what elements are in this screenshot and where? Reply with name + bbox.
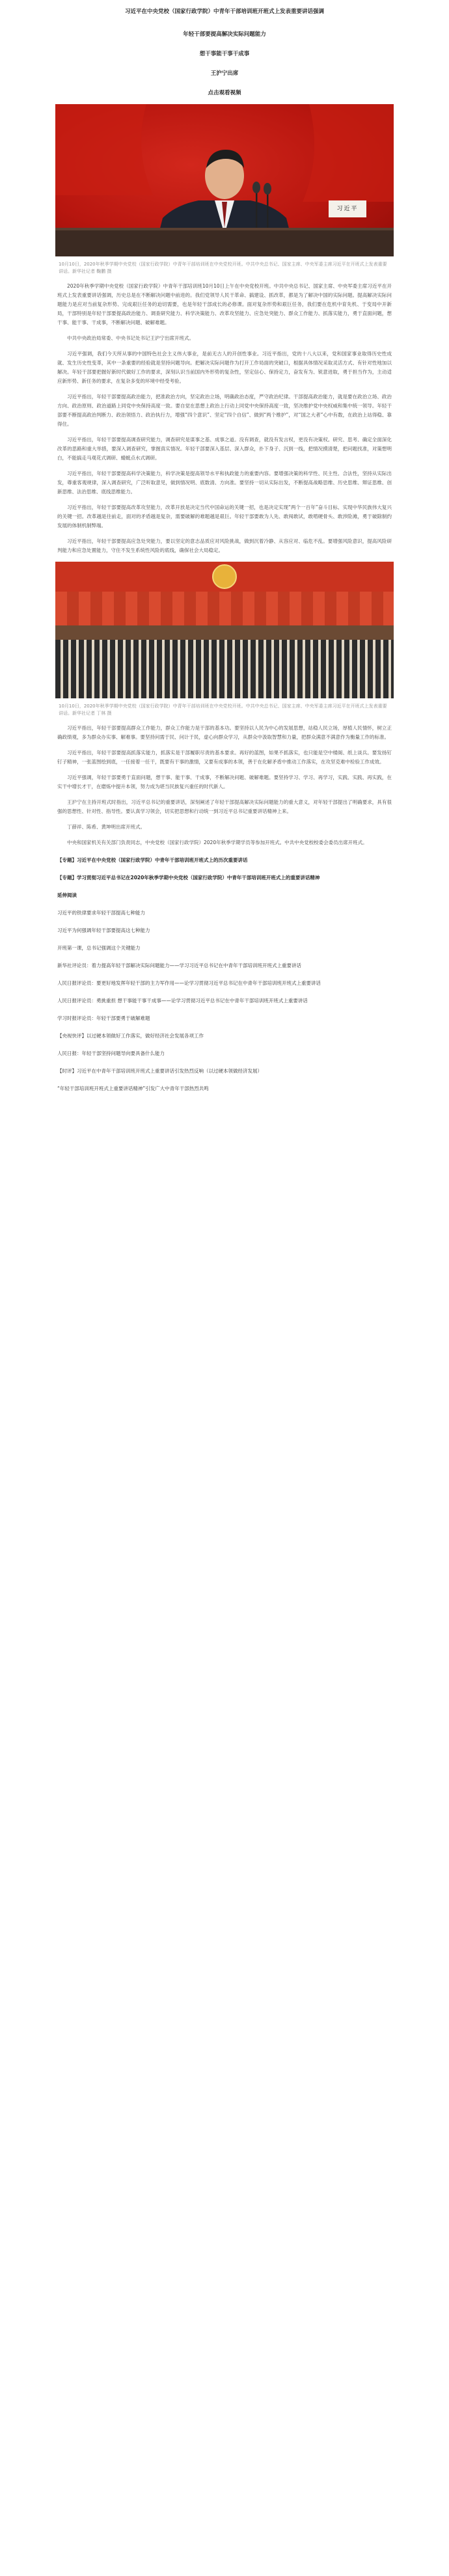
body-paragraph: 习近平强调，我们今天所从事的中国特色社会主义伟大事业，是前无古人的开创性事业。习近平指出，党的十八大以来，党和国家事业取得历史性成就、发生历史性变革，其中一条重要的经验就是坚持问题导向。把解决实际问题作为打开工作局面的突破口，根据具体情况采取灵活方式、有针对性地加以解决。年轻干部要把握好新时代做好工作的要求，深刻认识当前国内外形势的复杂性，坚定信心、保持定力，奋发有为、锐意进取，勇于担当作为，主动适应新形势、新任务的要求，在复杂多变的环境中经受考验。	[57, 351, 392, 384]
special-topic-link[interactable]: 【专题】学习贯彻习近平总书记在2020年秋季学期中央党校（国家行政学院）中青年干部培训班开班式上的重要讲话精神	[57, 875, 320, 881]
special-topic-link[interactable]: 【专题】习近平在中央党校（国家行政学院）中青年干部培训班开班式上的历次重要讲话	[57, 857, 248, 863]
article-body-a	[51, 282, 398, 555]
speaker-photo	[55, 104, 394, 256]
body-paragraph: 2020年秋季学期中央党校（国家行政学院）中青年干部培训班10月10日上午在中央党校开班。中共中央总书记、国家主席、中央军委主席习近平在开班式上发表重要讲话强调，历史总是在不断解决问题中前进的。我们党领导人民干革命、搞建设、抓改革，都是为了解决中国的实际问题。提高解决实际问题能力是应对当前复杂形势、完成艰巨任务的迫切需要，也是年轻干部成长的必修课。面对复杂形势和艰巨任务，我们要在危机中育先机、于变局中开新局，干部特别是年轻干部要提高政治能力、调查研究能力、科学决策能力、改革攻坚能力、应急处突能力、群众工作能力、抓落实能力，勇于直面问题，想干事、能干事、干成事，不断解决问题、破解难题。	[57, 283, 392, 325]
red-flags-row	[55, 592, 394, 625]
body-paragraph: 习近平指出，年轻干部要提高抓落实能力，抓落实是干部履职尽责的基本要求。再好的蓝图，如果不抓落实，也只能是空中楼阁、纸上谈兵。要发扬钉钉子精神，一张蓝图绘到底，一任接着一任干，既要有干事的激情，又要有成事的本领，善于在化解矛盾中推动工作落实，在攻坚克难中检验工作成效。	[57, 750, 392, 765]
photo-caption: 10月10日，2020年秋季学期中央党校（国家行政学院）中青年干部培训班在中央党校开班。中共中央总书记、国家主席、中央军委主席习近平在开班式上发表重要讲话。新华社记者 丁林 摄	[59, 704, 387, 716]
hall-photo	[55, 562, 394, 698]
audience-rows	[55, 640, 394, 698]
body-paragraph: 习近平指出，年轻干部要提高调查研究能力，调查研究是谋事之基、成事之道。没有调查，就没有发言权，更没有决策权。研究、思考、确定全面深化改革的思路和重大举措，要深入调查研究，掌握真实情况。年轻干部要深入基层、深入群众，扑下身子、沉到一线，把情况摸清楚，把问题找准，对策想明白，不能搞走马观花式调研、蜻蜓点水式调研。	[57, 437, 392, 461]
related-article-link[interactable]: “年轻干部培训班开班式上重要讲话精神”引发广大中青年干部热烈共鸣	[57, 1086, 209, 1091]
related-article-link[interactable]: 新华社评论员：着力提高年轻干部解决实际问题能力——学习习近平总书记在中青年干部培训班开班式上重要讲话	[57, 963, 301, 968]
article-headline: 习近平在中央党校（国家行政学院）中青年干部培训班开班式上发表重要讲话强调	[124, 8, 324, 15]
photo-caption: 10月10日，2020年秋季学期中央党校（国家行政学院）中青年干部培训班在中央党校开班。中共中央总书记、国家主席、中央军委主席习近平在开班式上发表重要讲话。新华社记者 鞠鹏 摄	[59, 262, 387, 274]
related-article-link[interactable]: 【时评】习近平在中青年干部培训班开班式上重要讲话引发热烈反响（以过硬本领做经济发展）	[57, 1068, 262, 1074]
body-paragraph: 习近平指出，年轻干部要提高应急处突能力，要以坚定的意志品质应对风险挑战，做到沉着冷静、从容应对、临危不乱。要增强风险意识，提高风险研判能力和应急处置能力，守住不发生系统性风险的底线，确保社会大局稳定。	[57, 538, 392, 553]
body-paragraph: 习近平指出，年轻干部要提高群众工作能力，群众工作能力是干部的基本功。要坚持以人民为中心的发展思想，站稳人民立场，厚植人民情怀，树立正确政绩观，多为群众办实事、解难事。要坚持问需于民、问计于民，虚心向群众学习，从群众中汲取智慧和力量，把群众满意不满意作为衡量工作的标准。	[57, 725, 392, 740]
rostrum	[55, 625, 394, 640]
related-links	[51, 856, 398, 1093]
body-paragraph: 王沪宁在主持开班式时指出，习近平总书记的重要讲话，深刻阐述了年轻干部提高解决实际问题能力的重大意义，对年轻干部提出了明确要求，具有很强的思想性、针对性、指导性。要认真学习领会，切实把思想和行动统一到习近平总书记重要讲话精神上来。	[57, 799, 392, 814]
related-article-link[interactable]: 【央视快评】以过硬本领做好工作落实，做好经济社会发展各项工作	[57, 1033, 204, 1039]
article-body-b	[51, 724, 398, 847]
podium	[55, 228, 394, 256]
article-subhead: 想干事能干事干成事	[199, 51, 250, 57]
body-paragraph: 习近平指出，年轻干部要提高政治能力，把准政治方向，坚定政治立场，明确政治态度，严守政治纪律。干部提高政治能力，就是要在政治立场、政治方向、政治原则、政治道路上同党中央保持高度一致。要自觉在思想上政治上行动上同党中央保持高度一致，坚决维护党中央权威和集中统一领导。年轻干部要不断提高政治判断力、政治领悟力、政治执行力，增强“四个意识”、坚定“四个自信”、做到“两个维护”，对“国之大者”心中有数，在政治上站得稳、靠得住。	[57, 394, 392, 427]
body-paragraph: 习近平指出，年轻干部要提高科学决策能力，科学决策是提高领导水平和执政能力的重要内容。要增强决策的科学性、民主性、合法性，坚持从实际出发，尊重客观规律，深入调查研究，广泛听取意见，做到情况明、底数清、方向准。要坚持一切从实际出发，不断提高战略思维、历史思维、辩证思维、创新思维、法治思维、底线思维能力。	[57, 471, 392, 495]
body-paragraph: 习近平强调，年轻干部要勇于直面问题，想干事、能干事、干成事，不断解决问题、破解难题。要坚持学习、学习、再学习，实践、实践、再实践，在实干中增长才干，在磨炼中提升本领，努力成为堪当民族复兴重任的时代新人。	[57, 774, 392, 789]
nameplate-label: 习近平	[336, 206, 359, 212]
body-paragraph: 中央和国家机关有关部门负责同志，中央党校（国家行政学院）2020年秋季学期学员等参加开班式。中共中央党校校委会委员出席开班式。	[67, 840, 368, 845]
watch-video-link[interactable]: 点击观看视频	[208, 90, 241, 96]
related-article-link[interactable]: 学习时报评论员：年轻干部要勇于破解难题	[57, 1015, 150, 1021]
further-reading-heading: 延伸阅读	[57, 892, 77, 898]
related-article-link[interactable]: 人民日报评论员：要更好地发挥年轻干部的主力军作用——论学习贯彻习近平总书记在中青年干部培训班开班式上重要讲话	[57, 980, 321, 986]
article-subhead: 年轻干部要提高解决实际问题能力	[183, 31, 266, 38]
body-paragraph: 丁薛祥、陈希、黄坤明出席开班式。	[67, 824, 145, 830]
body-paragraph: 习近平指出，年轻干部要提高改革攻坚能力，改革开放是决定当代中国命运的关键一招，也是决定实现“两个一百年”奋斗目标、实现中华民族伟大复兴的关键一招。改革越是往前走，面对的矛盾越是复杂，需要破解的难题越是艰巨。年轻干部要敢为人先、敢闯敢试，敢啃硬骨头、敢涉险滩，勇于破除制约发展的体制机制弊端。	[57, 504, 392, 528]
party-emblem-icon	[212, 564, 237, 589]
related-article-link[interactable]: 习近平为何强调年轻干部要提高这七种能力	[57, 927, 150, 933]
related-article-link[interactable]: 人民日报评论员：勇挑重担 想干事能干事干成事——论学习贯彻习近平总书记在中青年干部培训班开班式上重要讲话	[57, 998, 308, 1004]
related-article-link[interactable]: 开班第一课，总书记强调这个关键能力	[57, 945, 141, 951]
related-article-link[interactable]: 人民日报：年轻干部坚持问题导向要具备什么能力	[57, 1050, 165, 1056]
related-article-link[interactable]: 习近平的铁律要求年轻干部提高七种能力	[57, 910, 145, 916]
attendee-line: 王沪宁出席	[210, 70, 239, 77]
speaker-illustration	[55, 104, 394, 256]
body-paragraph: 中共中央政治局常委、中央书记处书记王沪宁出席开班式。	[67, 335, 194, 341]
